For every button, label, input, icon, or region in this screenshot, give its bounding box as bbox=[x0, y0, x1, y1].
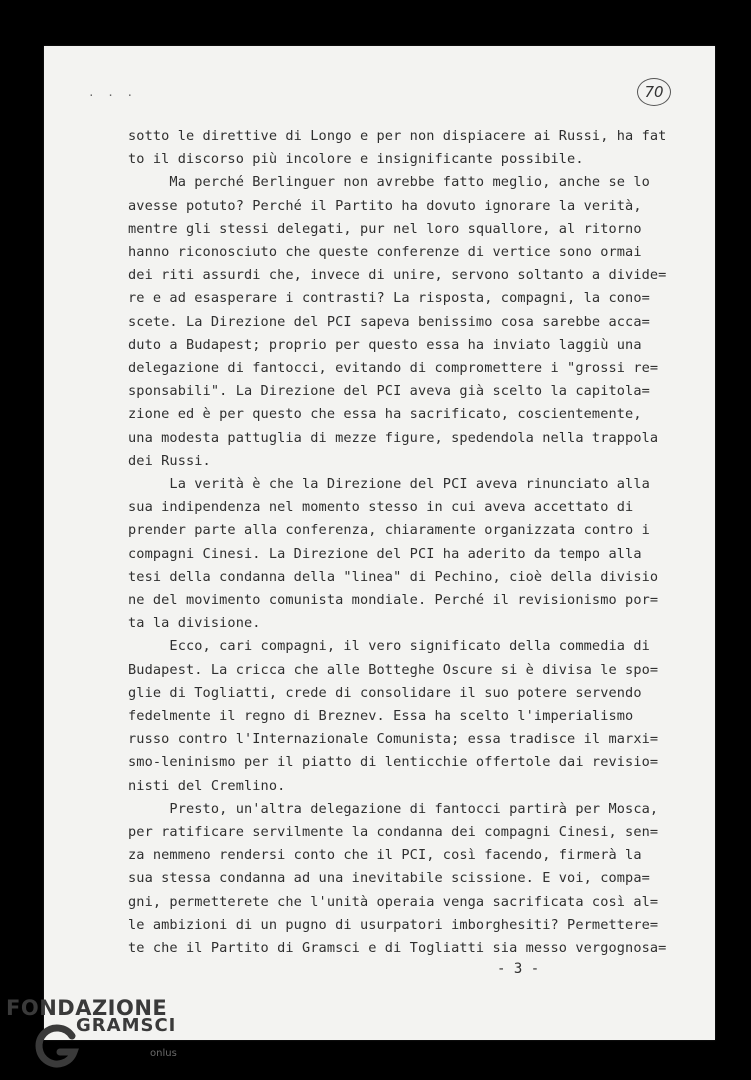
text-line: delegazione di fantocci, evitando di compromettere i "grossi re= bbox=[128, 360, 659, 376]
text-line: sua stessa condanna ad una inevitabile scissione. E voi, compa= bbox=[128, 870, 650, 887]
text-line: tesi della condanna della "linea" di Pechino, cioè della divisio bbox=[128, 568, 659, 585]
text-line: ta la divisione. bbox=[128, 615, 261, 632]
text-line: hanno riconosciuto che queste conferenze di vertice sono ormai bbox=[128, 244, 642, 260]
text-line: fedelmente il regno di Breznev. Essa ha scelto l'imperialismo bbox=[128, 708, 634, 724]
text-line: mentre gli stessi delegati, pur nel loro squallore, al ritorno bbox=[128, 220, 642, 237]
text-line: per ratificare servilmente la condanna dei compagni Cinesi, sen= bbox=[128, 824, 659, 840]
text-line: te che il Partito di Gramsci e di Togliatti sia messo vergognosa= bbox=[128, 940, 667, 956]
gramsci-g-logo-icon bbox=[32, 1022, 80, 1070]
text-line: glie di Togliatti, crede di consolidare il suo potere servendo bbox=[128, 684, 642, 701]
archive-number-stamp: 70 bbox=[637, 78, 671, 106]
text-line: sua indipendenza nel momento stesso in cui aveva accettato di bbox=[128, 499, 634, 516]
text-line: compagni Cinesi. La Direzione del PCI ha aderito da tempo alla bbox=[128, 545, 642, 562]
text-line: Ma perché Berlinguer non avrebbe fatto meglio, anche se lo bbox=[128, 174, 650, 191]
text-line: prender parte alla conferenza, chiaramente organizzata contro i bbox=[128, 522, 650, 539]
document-page bbox=[44, 46, 715, 1040]
text-line: Ecco, cari compagni, il vero significato della commedia di bbox=[128, 638, 650, 655]
watermark-suffix: onlus bbox=[150, 1048, 177, 1059]
watermark-line1: FONDAZIONE bbox=[6, 996, 168, 1020]
text-line: gni, permetterete che l'unità operaia venga sacrificata così al= bbox=[128, 893, 659, 910]
text-line: smo-leninismo per il piatto di lenticchie offertole dai revisio= bbox=[128, 754, 659, 771]
text-line: to il discorso più incolore e insignificante possibile. bbox=[128, 151, 584, 168]
text-line: una modesta pattuglia di mezze figure, spedendola nella trappola bbox=[128, 429, 659, 446]
text-line: re e ad esasperare i contrasti? La risposta, compagni, la cono= bbox=[128, 290, 650, 307]
text-line: La verità è che la Direzione del PCI aveva rinunciato alla bbox=[128, 476, 650, 492]
fondazione-gramsci-watermark bbox=[6, 996, 206, 1076]
corner-marks: . . . bbox=[88, 86, 137, 99]
text-line: avesse potuto? Perché il Partito ha dovuto ignorare la verità, bbox=[128, 197, 642, 214]
page-number: - 3 - bbox=[497, 961, 540, 977]
text-line: ne del movimento comunista mondiale. Perché il revisionismo por= bbox=[128, 592, 659, 608]
text-line: zione ed è per questo che essa ha sacrificato, coscientemente, bbox=[128, 406, 642, 423]
text-line: Presto, un'altra delegazione di fantocci partirà per Mosca, bbox=[128, 800, 659, 817]
text-line: nisti del Cremlino. bbox=[128, 777, 286, 794]
watermark-line2: GRAMSCI bbox=[76, 1015, 177, 1036]
text-line: le ambizioni di un pugno di usurpatori imborghesiti? Permettere= bbox=[128, 916, 659, 933]
text-line: Budapest. La cricca che alle Botteghe Oscure si è divisa le spo= bbox=[128, 661, 659, 678]
text-line: za nemmeno rendersi conto che il PCI, così facendo, firmerà la bbox=[128, 847, 642, 864]
text-line: sponsabili". La Direzione del PCI aveva già scelto la capitola= bbox=[128, 383, 650, 400]
text-line: sotto le direttive di Longo e per non dispiacere ai Russi, ha fat bbox=[128, 128, 667, 144]
text-line: dei Russi. bbox=[128, 452, 211, 469]
text-line: russo contro l'Internazionale Comunista; essa tradisce il marxi= bbox=[128, 731, 659, 748]
text-line: scete. La Direzione del PCI sapeva benissimo cosa sarebbe acca= bbox=[128, 313, 650, 330]
text-line: duto a Budapest; proprio per questo essa ha inviato laggiù una bbox=[128, 336, 642, 353]
text-line: dei riti assurdi che, invece di unire, servono soltanto a divide= bbox=[128, 267, 667, 284]
